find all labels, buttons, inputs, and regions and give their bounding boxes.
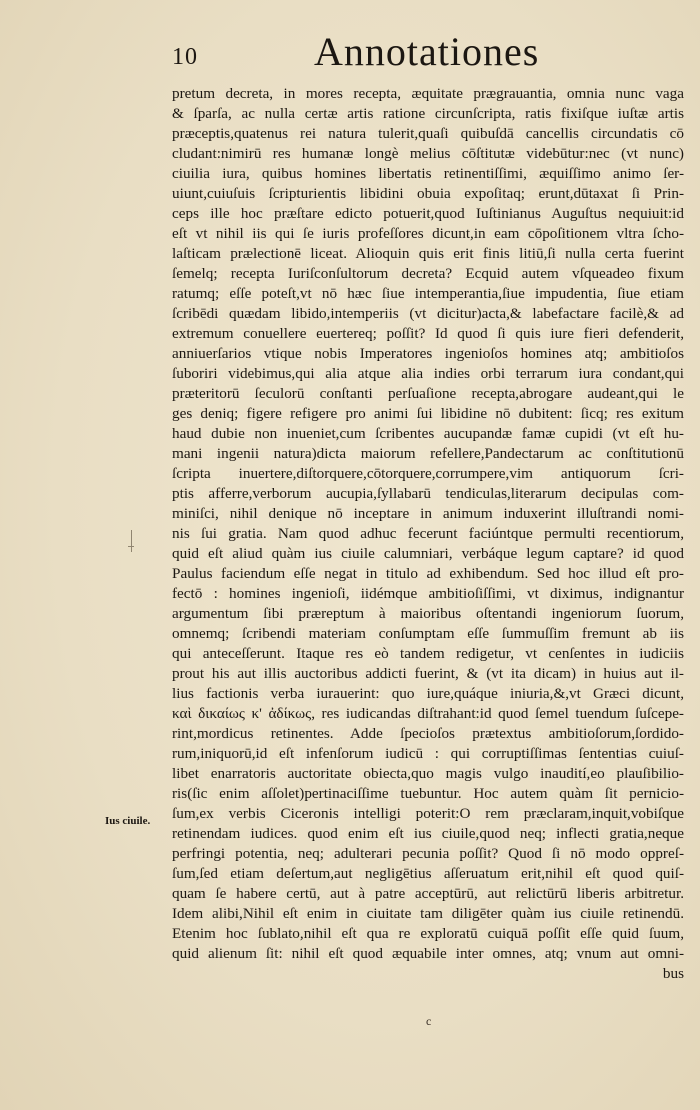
- text-line: quam ſe habere certū, aut à patre acceptūrū, aut relictūrū liberis arbitretur.: [172, 885, 684, 902]
- text-line: quid eſt aliud quàm ius ciuile calumniari, verbáque legum captare? id quod: [172, 545, 684, 562]
- text-line: pretum decreta, in mores recepta, æquitate prægrauantia, omnia nunc vaga: [172, 85, 684, 102]
- text-line: καὶ δικαίως κ' ἀδίκως, res iudicandas diſtrahant:id quod ſemel tuendum ſuſcepe-: [172, 705, 684, 722]
- text-line: Idem alibi,Nihil eſt enim in ciuitate tam diligēter quàm ius ciuile retinendū.: [172, 905, 684, 922]
- text-line: qui anteceſſerunt. Itaque res eò tandem redigetur, vt cenſentes in iudiciis: [172, 645, 684, 662]
- text-line: lius factionis verba iurauerint: quo iure,quáque iniuria,&,vt Græci dicunt,: [172, 685, 684, 702]
- text-line: cludant:nimirū res humanæ longè melius cōſtitutæ videbūtur:nec (vt nunc): [172, 145, 684, 162]
- text-line: uiunt,cuiuſuis ſcripturientis libidini obuia expoſitaq; erunt,dūtaxat ſi Prin-: [172, 185, 684, 202]
- text-line: ſcripta inuertere,diſtorquere,cōtorquere,corrumpere,vim antiquorum ſcri-: [172, 465, 684, 482]
- text-line: ſum,ex verbis Ciceronis intelligi poterit:O rem præclaram,inquit,vobiſque: [172, 805, 684, 822]
- text-line: ſcribēdi quædam libido,intemperiis (vt dicitur)acta,& labefactare facilè,& ad: [172, 305, 684, 322]
- text-line: prout his aut illis auctoribus addicti fuerint, & (vt ita dicam) in huius aut il-: [172, 665, 684, 682]
- body-text: [172, 84, 684, 984]
- text-line: extremum conuellere euertereq; poſſit? Id quod ſi quis iure fieri defenderit,: [172, 325, 684, 342]
- text-line: miniſci, nihil denique nō inceptare in animum induxerint illuſtrandi nomi-: [172, 505, 684, 522]
- text-line: haud dubie non inueniet,cum ſcribentes aucupandæ famæ cupidi (vt eſt hu-: [172, 425, 684, 442]
- text-line: omnemq; ſcribendi materiam conſumptam eſſe ſummuſſim fremunt ab iis: [172, 625, 684, 642]
- text-line: Etenim hoc ſublato,nihil eſt qua re exploratū cuiquā poſſit eſſe quid ſuum,: [172, 925, 684, 942]
- text-line: argumentum ſibi præreptum à maioribus oſtentandi ingeniorum ſuorum,: [172, 605, 684, 622]
- margin-note: Ius ciuile.: [105, 815, 151, 827]
- text-line: Paulus faciendum eſſe negat in titulo ad exhibendum. Sed hoc illud eſt pro-: [172, 565, 684, 582]
- text-line: bus: [662, 965, 684, 982]
- text-line: retinendam iudices. quod enim eſt ius ciuile,quod neq; inflecti gratia,neque: [172, 825, 684, 842]
- text-line: ptis afferre,verborum aucupia,ſyllabarū tendiculas,literarum decipulas com-: [172, 485, 684, 502]
- text-line: mani ingenii natura)dicta maiorum refellere,Pandectarum ac conſtitutionū: [172, 445, 684, 462]
- running-title: Annotationes: [314, 29, 540, 74]
- text-line: præceptis,quatenus rei natura tulerit,quaſi quibuſdā cancellis circundatis cō: [172, 125, 684, 142]
- text-line: fectō : homines ingenioſi, iidémque ambitioſiſſimi, vt diximus, indignantur: [172, 585, 684, 602]
- text-line: quid alienum ſit: nihil eſt quod æquabile inter omnes, atq; vnum aut omni-: [172, 945, 684, 962]
- text-line: rum,iniquorū,id eſt infenſorum iudicū : qui corruptiſſimas ſententias cuiuſ-: [172, 745, 684, 762]
- text-line: rint,mordicus retinentes. Adde ſpecioſos prætextus ambitioſorum,ſordido-: [172, 725, 684, 742]
- margin-pencil-mark: [131, 530, 132, 552]
- text-line: laſticam prælectionē liceat. Alioquin quis erit finis litiū,ſi nulla certa fuerint: [172, 245, 684, 262]
- text-line: nis ſui gratia. Nam quod adhuc fecerunt faciúntque permulti recentiorum,: [172, 525, 684, 542]
- text-line: eſt vt nihil iis qui ſe iuris profeſſores dicunt,in eam cōpoſitionem vltra ſcho-: [172, 225, 684, 242]
- text-line: ris(ſic enim aſſolet)pertinaciſſime tuebuntur. Hoc autem quàm ſit pernicio-: [172, 785, 684, 802]
- text-line: ratumq; eſſe poteſt,vt nō hæc ſiue intemperantia,ſiue impudentia, ſiue etiam: [172, 285, 684, 302]
- text-line: præteritorū ſeculorū conſtanti perſuaſione recepta,abrogare audeant,qui le: [172, 385, 684, 402]
- text-line: ſemelq; recepta Iuriſconſultorum decreta? Ecquid autem vſqueadeo fixum: [172, 265, 684, 282]
- text-line: libet enarratoris auctoritate obiecta,quo magis vulgo inaudití,eo plauſibilio-: [172, 765, 684, 782]
- text-line: ciuilia iura, quibus homines libertatis retinentiſſimi, æquiſſimo animo ſer-: [172, 165, 684, 182]
- signature-mark: c: [426, 1014, 432, 1028]
- text-line: ges deniq; figere refigere pro animi ſui libidine nō dubitent: ſicq; res exitum: [172, 405, 684, 422]
- text-line: ſuboriri videbimus,qui alia atque alia indies orbi terrarum iura condant,qui: [172, 365, 684, 382]
- page-number: 10: [172, 44, 198, 70]
- text-line: ſum,ſed etiam deſertum,aut negligētius aſſeruatum erit,nihil eſt quod quiſ-: [172, 865, 684, 882]
- text-line: anniuerſarios vtique nobis Imperatores ingenioſos homines atq; ambitioſos: [172, 345, 684, 362]
- text-line: perfringi potentia, neq; adulterari pecunia poſſit? Quod ſi nō modo oppreſ-: [172, 845, 684, 862]
- text-line: & ſparſa, ac nulla certæ artis ratione circunſcripta, ratis fixiſque iuſtæ artis: [172, 105, 684, 122]
- text-line: ceps ille hoc præſtare edicto potuerit,quod Iuſtinianus Auguſtus nequiuit:id: [172, 205, 684, 222]
